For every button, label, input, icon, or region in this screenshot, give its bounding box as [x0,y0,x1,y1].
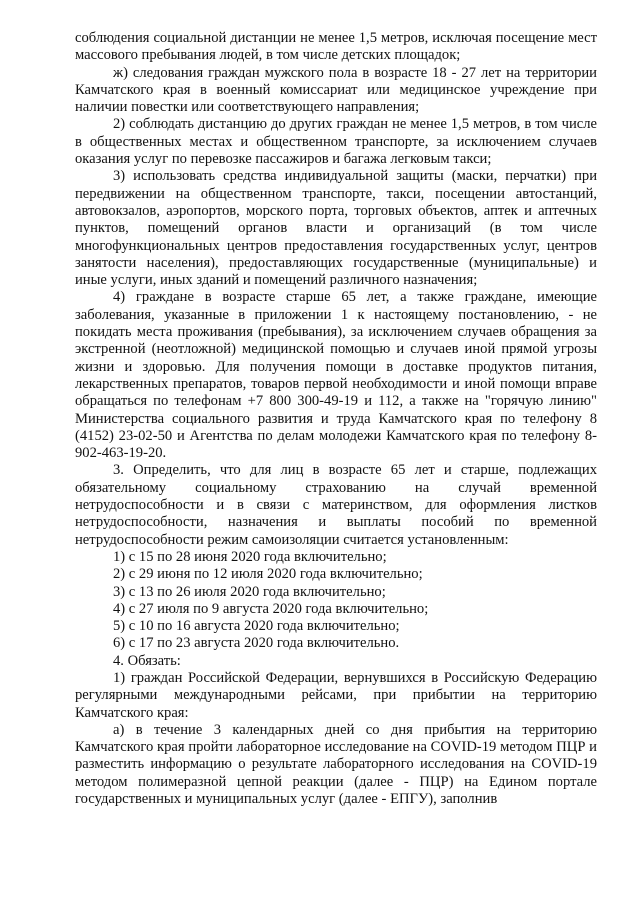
paragraph-continuation: соблюдения социальной дистанции не менее 1,5 метров, исключая посещение мест массового пребывания людей, в том числе детских площадок; [75,30,597,64]
paragraph-section-3: 3. Определить, что для лиц в возрасте 65 лет и старше, подлежащих обязательному социальному страхованию на случай временной нетрудоспособности и в связи с материнством, для оформления листков нетрудоспособности, назначения и выплаты пособий по временной нетрудоспособности режим самоизоляции считается установленным: [75,462,597,548]
list-item-period-2: 2) с 29 июня по 12 июля 2020 года включительно; [113,566,423,583]
paragraph-section-4-item-a: а) в течение 3 календарных дней со дня прибытия на территорию Камчатского края пройти лабораторное исследование на COVID-19 методом ПЦР и разместить информацию о результате лабораторного исследования на COVID-19 методом полимеразной цепной реакции (далее - ПЦР) на Едином портале государственных и муниципальных услуг (далее - ЕПГУ), заполнив [75,721,597,808]
paragraph-section-4: 4. Обязать: [113,652,181,669]
list-item-period-5: 5) с 10 по 16 августа 2020 года включительно; [113,618,400,635]
paragraph-item-zh: ж) следования граждан мужского пола в возрасте 18 - 27 лет на территории Камчатского края в военный комиссариат или медицинское учреждение при наличии повестки или соответствующего направления; [75,64,597,116]
paragraph-section-4-item-1: 1) граждан Российской Федерации, вернувшихся в Российскую Федерацию регулярными международными рейсами, при прибытии на территорию Камчатского края: [75,669,597,721]
list-item-period-3: 3) с 13 по 26 июля 2020 года включительно; [113,583,386,600]
list-item-period-1: 1) с 15 по 28 июня 2020 года включительно; [113,548,387,565]
list-item-period-4: 4) с 27 июля по 9 августа 2020 года включительно; [113,600,429,617]
list-item-period-6: 6) с 17 по 23 августа 2020 года включительно. [113,635,400,652]
paragraph-item-3: 3) использовать средства индивидуальной защиты (маски, перчатки) при передвижении на общественном транспорте, такси, посещении автостанций, автовокзалов, аэропортов, морского порта, торговых объектов, аптек и аптечных пунктов, помещений органов власти и организаций (в том числе многофункциональных центров предоставления государственных услуг, центров занятости населения), предоставляющих государственные (муниципальные) и иные услуги, иных зданий и помещений различного назначения; [75,168,597,289]
paragraph-item-4: 4) граждане в возрасте старше 65 лет, а также граждане, имеющие заболевания, указанные в приложении 1 к настоящему постановлению, - не покидать места проживания (пребывания), за исключением случаев обращения за экстренной (неотложной) медицинской помощью и случаев иной прямой угрозы жизни и здоровью. Для получения помощи в доставке продуктов питания, лекарственных препаратов, товаров первой необходимости и иной помощи вправе обращаться по телефонам +7 800 300-49-19 и 112, а также на "горячую линию" Министерства социального развития и труда Камчатского края по телефону 8 (4152) 23-02-50 и Агентства по делам молодежи Камчатского края по телефону 8-902-463-19-20. [75,289,597,462]
paragraph-item-2: 2) соблюдать дистанцию до других граждан не менее 1,5 метров, в том числе в общественных местах и общественном транспорте, за исключением случаев оказания услуг по перевозке пассажиров и багажа легковым такси; [75,116,597,168]
document-page [75,30,597,808]
